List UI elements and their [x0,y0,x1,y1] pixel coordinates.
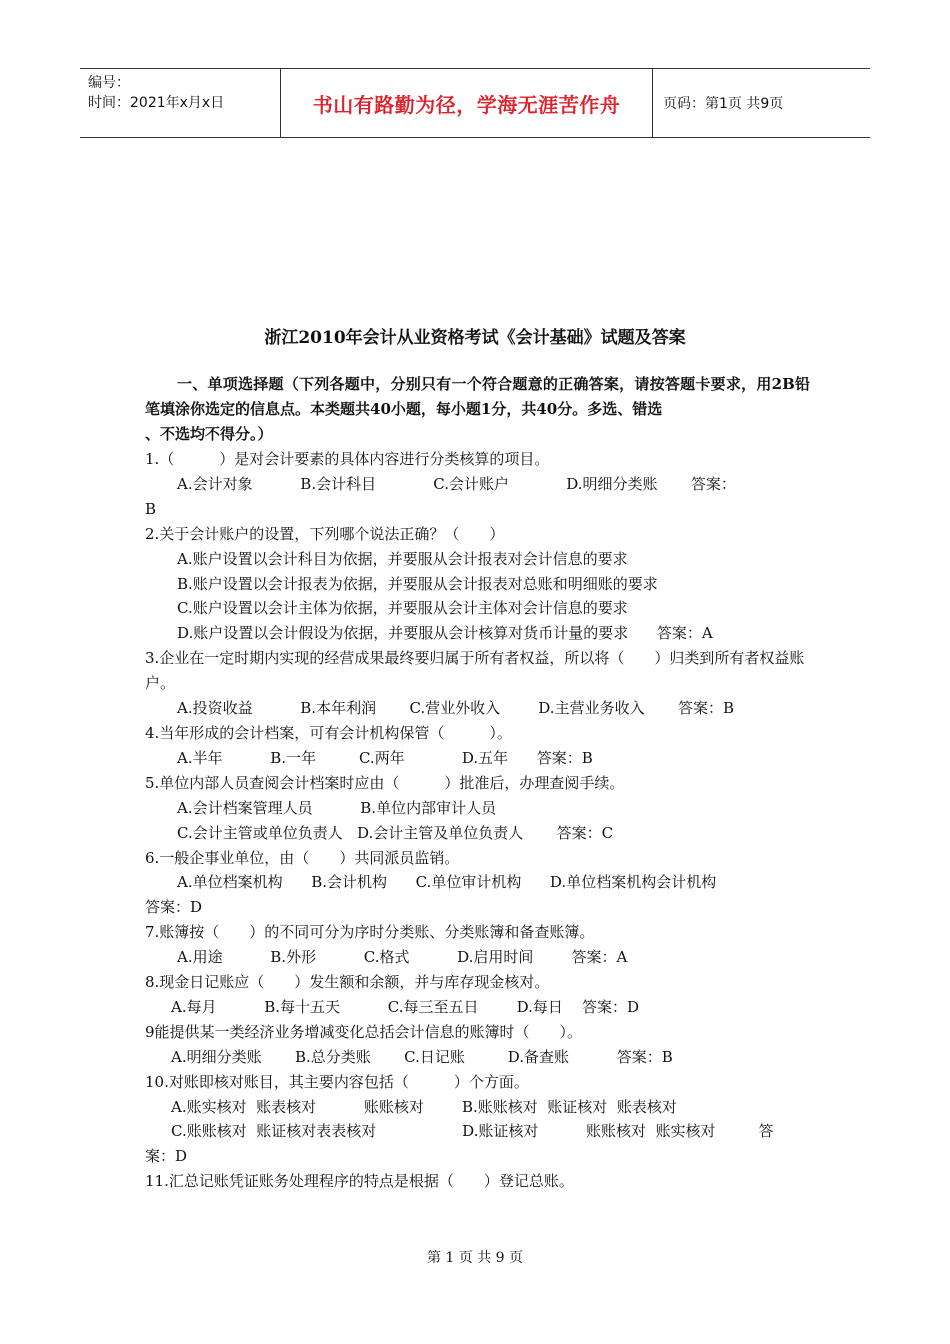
question-1: 1.（ ）是对会计要素的具体内容进行分类核算的项目。 [145,450,550,468]
question-10: 10.对账即核对账目，其主要内容包括（ ）个方面。 [145,1072,529,1091]
question-2-option-b: B.账户设置以会计报表为依据，并要服从会计报表对总账和明细账的要求 [177,574,658,593]
header-motto-cell [280,69,653,137]
question-7-options: A.用途 B.外形 C.格式 D.启用时间 答案：A [177,948,628,967]
question-5-options-cd: C.会计主管或单位负责人 D.会计主管及单位负责人 答案：C [177,823,614,842]
question-2-option-a: A.账户设置以会计科目为依据，并要服从会计报表对会计信息的要求 [177,549,628,568]
header-page-info [653,69,870,137]
question-7: 7.账簿按（ ）的不同可分为序时分类账、分类账簿和备查账簿。 [145,923,595,942]
question-5-options-ab: A.会计档案管理人员 B.单位内部审计人员 [177,798,497,817]
question-5: 5.单位内部人员查阅会计档案时应由（ ）批准后，办理查阅手续。 [145,773,625,792]
question-6-options: A.单位档案机构 B.会计机构 C.单位审计机构 D.单位档案机构会计机构 [177,873,717,892]
section-intro: 一、单项选择题（下列各题中，分别只有一个符合题意的正确答案，请按答题卡要求，用2B铅笔填涂你选定的信息点。本类题共40小题，每小题1分，共40分。多选、错选 [145,375,810,418]
page-footer: 第 1 页 共 9 页 [426,1250,524,1266]
question-2-option-c: C.账户设置以会计主体为依据，并要服从会计主体对会计信息的要求 [177,599,628,618]
question-10-answer: 案：D [145,1147,188,1166]
header-meta [80,69,280,137]
question-4: 4.当年形成的会计档案，可有会计机构保管（ ）。 [145,723,512,742]
question-4-options: A.半年 B.一年 C.两年 D.五年 答案：B [177,748,593,767]
question-6: 6.一般企事业单位，由（ ）共同派员监销。 [145,848,460,867]
question-2: 2.关于会计账户的设置，下列哪个说法正确？（ ） [145,524,505,543]
time-label: 时间：2021年x月x日 [88,95,225,111]
question-8: 8.现金日记账应（ ）发生额和余额，并与库存现金核对。 [145,973,550,992]
question-3-options: A.投资收益 B.本年利润 C.营业外收入 D.主营业务收入 答案：B [177,699,734,718]
question-1-answer: B [145,499,157,518]
page-header [80,68,870,138]
question-9-options: A.明细分类账 B.总分类账 C.日记账 D.备查账 答案：B [171,1047,673,1066]
question-6-answer: 答案：D [145,898,203,917]
motto-text: 书山有路勤为径，学海无涯苦作舟 [312,92,621,117]
question-8-options: A.每月 B.每十五天 C.每三至五日 D.每日 答案：D [171,997,639,1016]
page-info-text: 页码：第1页 共9页 [663,96,784,112]
exam-content [145,372,810,1194]
question-9: 9能提供某一类经济业务增减变化总括会计信息的账簿时（ ）。 [145,1022,583,1041]
question-10-options-cd: C.账账核对 账证核对表表核对 D.账证核对 账账核对 账实核对 答 [171,1122,774,1141]
section-intro-tail: 、不选均不得分。） [145,425,273,443]
question-10-options-ab: A.账实核对 账表核对 账账核对 B.账账核对 账证核对 账表核对 [171,1097,677,1116]
question-2-option-d: D.账户设置以会计假设为依据，并要服从会计核算对货币计量的要求 答案：A [177,624,713,643]
question-3: 3.企业在一定时期内实现的经营成果最终要归属于所有者权益，所以将（ ）归类到所有者权益账户。 [145,649,805,693]
question-11: 11.汇总记账凭证账务处理程序的特点是根据（ ）登记总账。 [145,1172,574,1191]
document-title: 浙江2010年会计从业资格考试《会计基础》试题及答案 [264,328,686,348]
code-label: 编号： [88,75,130,91]
question-1-options: A.会计对象 B.会计科目 C.会计账户 D.明细分类账 答案： [177,474,736,493]
